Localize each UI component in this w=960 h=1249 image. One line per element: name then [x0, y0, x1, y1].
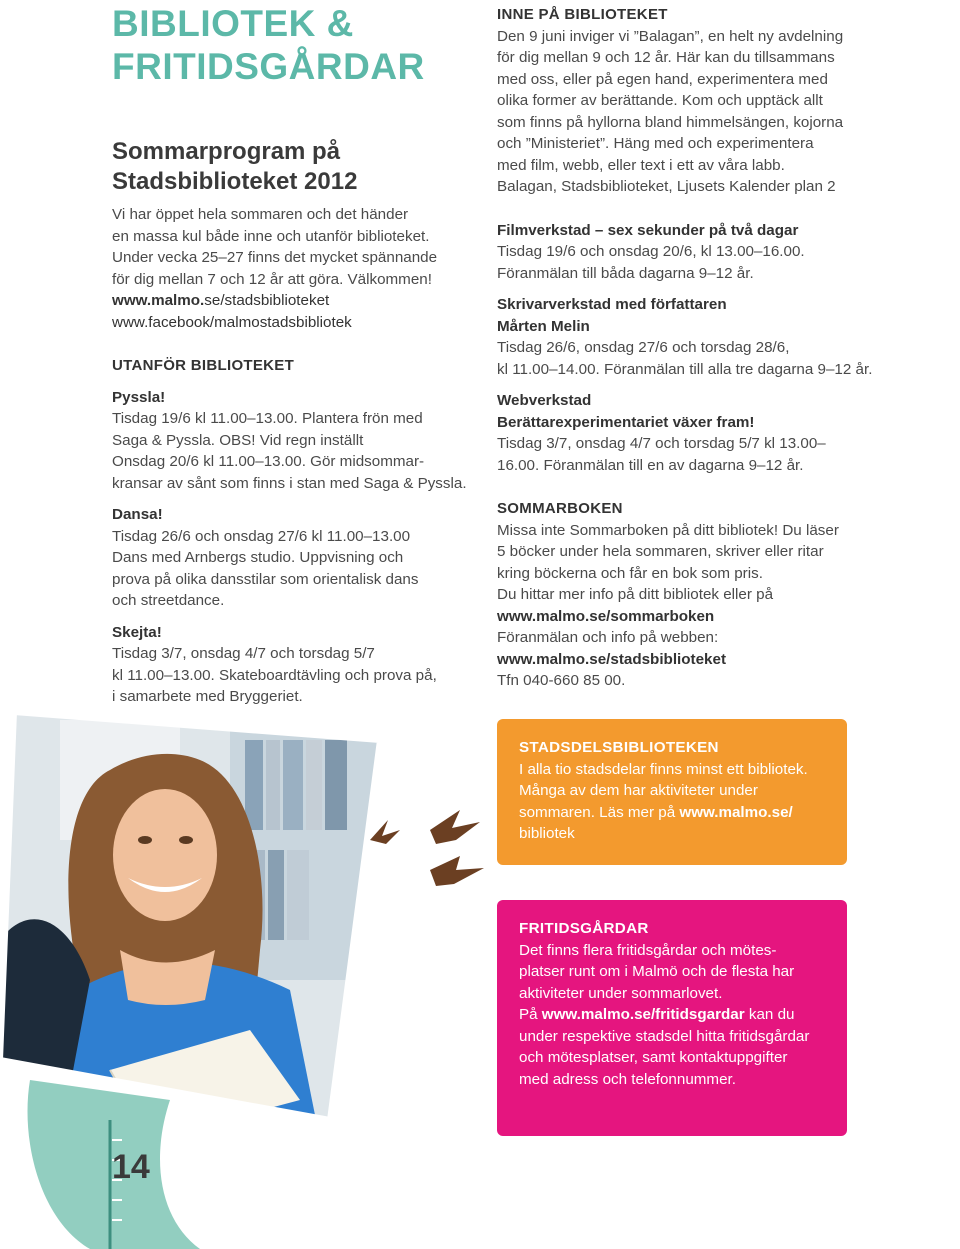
phone-number: Tfn 040-660 85 00. [497, 672, 626, 689]
orange-box-line: Många av dem har aktiviteter under [519, 782, 758, 799]
stadsdelsbiblioteken-box [497, 719, 847, 865]
inside-line: och ”Ministeriet”. Häng med och experimentera [497, 135, 814, 152]
intro-line: Under vecka 25–27 finns det mycket spännande [112, 249, 438, 266]
pink-box-line: och mötesplatser, samt kontaktuppgifter [519, 1049, 788, 1066]
stadsbiblioteket-link-2[interactable]: www.malmo.se/stadsbiblioteket [497, 650, 726, 668]
workshop-title: Berättarexperimentariet växer fram! [497, 413, 755, 431]
pink-box-line: Det finns flera fritidsgårdar och mötes- [519, 941, 777, 959]
sommarboken-line: Missa inte Sommarboken på ditt bibliotek! Du läser [497, 521, 839, 539]
link-rest: se/stadsbiblioteket [204, 292, 330, 309]
skejta-line: kl 11.00–13.00. Skateboardtävling och prova på, [112, 666, 437, 684]
sommarboken-line: Du hittar mer info på ditt bibliotek eller på [497, 586, 774, 603]
subtitle-line-2: Stadsbiblioteket 2012 [112, 168, 358, 195]
subtitle-line-1: Sommarprogram på [112, 138, 341, 165]
fritidsgardar-link[interactable]: www.malmo.se/fritidsgardar [541, 1006, 745, 1023]
pink-box-prefix: På [519, 1006, 542, 1023]
title-line-2: FRITIDSGÅRDAR [112, 46, 425, 87]
pink-box-line: med adress och telefonnummer. [519, 1070, 736, 1088]
intro-line: för dig mellan 7 och 12 år att göra. Välkommen! [112, 270, 432, 288]
intro-line: en massa kul både inne och utanför biblioteket. [112, 227, 430, 245]
page-title [112, 2, 452, 88]
dansa-line: prova på olika dansstilar som orientalisk dans [112, 570, 419, 588]
section-subtitle [112, 137, 472, 197]
dansa-line: och streetdance. [112, 592, 225, 609]
workshop-title: Filmverkstad – sex sekunder på två dagar [497, 221, 799, 239]
link-www-part: www.malmo. [112, 292, 205, 309]
sommarboken-link[interactable]: www.malmo.se/sommarboken [497, 607, 715, 625]
skejta-line: Tisdag 3/7, onsdag 4/7 och torsdag 5/7 [112, 645, 375, 662]
sommarboken-line: kring böckerna och får en bok som pris. [497, 564, 763, 582]
sommarboken-line: Föranmälan och info på webben: [497, 629, 719, 646]
skejta-line: i samarbete med Bryggeriet. [112, 688, 303, 705]
pyssla-line: Saga & Pyssla. OBS! Vid regn inställt [112, 431, 364, 449]
workshop-line: kl 11.00–14.00. Föranmälan till alla tre dagarna 9–12 år. [497, 360, 873, 378]
inside-line: för dig mellan 9 och 12 år. Här kan du tillsammans [497, 49, 835, 66]
girl-reading-photo [0, 700, 480, 1249]
outside-heading: UTANFÖR BIBLIOTEKET [112, 357, 295, 374]
pink-box-line: under respektive stadsdel hitta fritidsgårdar [519, 1027, 810, 1045]
inside-line: Balagan, Stadsbiblioteket, Ljusets Kalender plan 2 [497, 178, 836, 195]
pink-box-title: FRITIDSGÅRDAR [519, 920, 649, 937]
fritidsgardar-box [497, 900, 847, 1136]
pyssla-line: Onsdag 20/6 kl 11.00–13.00. Gör midsommar- [112, 453, 425, 470]
inside-line: Den 9 juni inviger vi ”Balagan”, en helt ny avdelning [497, 27, 844, 45]
bibliotek-link[interactable]: www.malmo.se/ [679, 803, 793, 821]
left-column [112, 204, 482, 708]
workshop-line: Föranmälan till båda dagarna 9–12 år. [497, 264, 754, 282]
intro-text [112, 204, 482, 333]
pyssla-line: Tisdag 19/6 kl 11.00–13.00. Plantera frön med [112, 410, 423, 427]
orange-box-title: STADSDELSBIBLIOTEKEN [519, 739, 719, 756]
inside-line: som finns på hyllorna bland himmelsängen, kojorna [497, 113, 844, 131]
pyssla-line: kransar av sånt som finns i stan med Saga & Pyssla. [112, 474, 467, 492]
workshop-title: Mårten Melin [497, 317, 590, 335]
title-line-1: BIBLIOTEK & [112, 3, 354, 44]
bird-icon [370, 820, 400, 844]
dansa-line: Dans med Arnbergs studio. Uppvisning och [112, 549, 404, 566]
sommarboken-heading: SOMMARBOKEN [497, 500, 623, 517]
inside-line: med oss, eller på egen hand, experimentera med [497, 70, 828, 88]
pyssla-title: Pyssla! [112, 388, 166, 406]
birds-illustration [360, 800, 490, 900]
orange-box-line [519, 802, 825, 824]
bird-icon [430, 856, 484, 886]
inside-line: med film, webb, eller text i ett av våra labb. [497, 156, 785, 174]
inside-heading: INNE PÅ BIBLIOTEKET [497, 6, 668, 23]
facebook-link[interactable]: www.facebook/malmostadsbibliotek [112, 313, 352, 331]
sommarboken-line: 5 böcker under hela sommaren, skriver eller ritar [497, 543, 824, 560]
orange-box-prefix: sommaren. Läs mer på [519, 803, 680, 821]
workshop-title: Webverkstad [497, 392, 592, 409]
workshop-line: Tisdag 26/6, onsdag 27/6 och torsdag 28/6, [497, 339, 790, 356]
workshop-line: Tisdag 3/7, onsdag 4/7 och torsdag 5/7 kl 13.00– [497, 435, 826, 452]
workshop-line: Tisdag 19/6 och onsdag 20/6, kl 13.00–16.00. [497, 243, 805, 260]
page-number: 14 [112, 1148, 150, 1186]
inside-line: olika former av berättande. Kom och upptäck allt [497, 92, 823, 109]
stadsbiblioteket-link[interactable] [112, 290, 482, 312]
skejta-title: Skejta! [112, 623, 162, 641]
pink-box-suffix: kan du [744, 1006, 795, 1023]
orange-box-line: I alla tio stadsdelar finns minst ett bibliotek. [519, 760, 808, 778]
workshop-line: 16.00. Föranmälan till en av dagarna 9–12 år. [497, 456, 804, 474]
bibliotek-link-cont[interactable]: bibliotek [519, 825, 575, 842]
workshop-title: Skrivarverkstad med författaren [497, 296, 727, 313]
bird-icon [430, 810, 480, 844]
intro-line: Vi har öppet hela sommaren och det händer [112, 206, 409, 223]
pink-box-line: platser runt om i Malmö och de flesta har [519, 963, 795, 980]
right-column [497, 4, 897, 692]
dansa-title: Dansa! [112, 506, 163, 523]
dansa-line: Tisdag 26/6 och onsdag 27/6 kl 11.00–13.00 [112, 527, 411, 545]
pink-box-line: aktiviteter under sommarlovet. [519, 984, 723, 1002]
pink-box-line [519, 1004, 825, 1026]
